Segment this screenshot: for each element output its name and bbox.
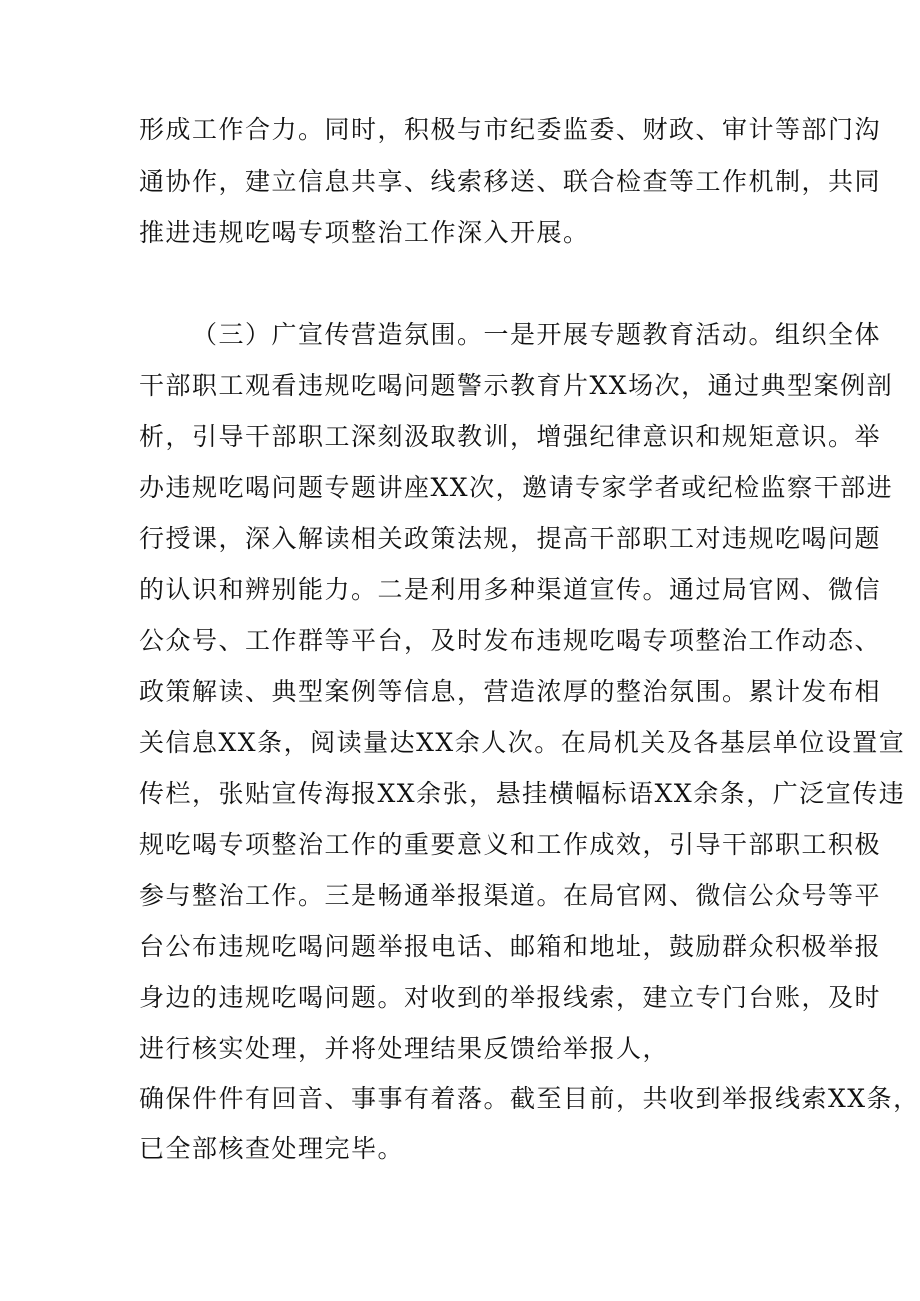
text-line: 已全部核查处理完毕。 (139, 1134, 405, 1163)
text-line: 形成工作合力。同时，积极与市纪委监委、财政、审计等部门沟 (139, 115, 882, 144)
text-line: 台公布违规吃喝问题举报电话、邮箱和地址，鼓励群众积极举报 (139, 932, 882, 961)
text-line: （三）广宣传营造氛围。一是开展专题教育活动。组织全体 (192, 320, 882, 349)
text-line: 的认识和辨别能力。二是利用多种渠道宣传。通过局官网、微信 (139, 575, 882, 604)
text-line: 析，引导干部职工深刻汲取教训，增强纪律意识和规矩意识。举 (139, 422, 882, 451)
text-line: 行授课，深入解读相关政策法规，提高干部职工对违规吃喝问题 (139, 524, 882, 553)
text-line: 传栏，张贴宣传海报XX余张，悬挂横幅标语XX余条，广泛宣传违 (139, 779, 906, 808)
text-line: 政策解读、典型案例等信息，营造浓厚的整治氛围。累计发布相 (139, 677, 882, 706)
text-line: 办违规吃喝问题专题讲座XX次，邀请专家学者或纪检监察干部进 (139, 473, 894, 502)
text-line: 推进违规吃喝专项整治工作深入开展。 (139, 218, 590, 247)
text-line: 公众号、工作群等平台，及时发布违规吃喝专项整治工作动态、 (139, 626, 882, 655)
text-line: 确保件件有回音、事事有着落。截至目前，共收到举报线索XX条， (139, 1084, 920, 1113)
text-line: 规吃喝专项整治工作的重要意义和工作成效，引导干部职工积极 (139, 830, 882, 859)
text-line: 通协作，建立信息共享、线索移送、联合检查等工作机制，共同 (139, 167, 882, 196)
text-line: 参与整治工作。三是畅通举报渠道。在局官网、微信公众号等平 (139, 881, 882, 910)
text-line: 关信息XX条，阅读量达XX余人次。在局机关及各基层单位设置宣 (139, 728, 906, 757)
text-line: 干部职工观看违规吃喝问题警示教育片XX场次，通过典型案例剖 (139, 371, 894, 400)
text-line: 身边的违规吃喝问题。对收到的举报线索，建立专门台账，及时 (139, 983, 882, 1012)
text-line: 进行核实处理，并将处理结果反馈给举报人， (139, 1034, 670, 1063)
